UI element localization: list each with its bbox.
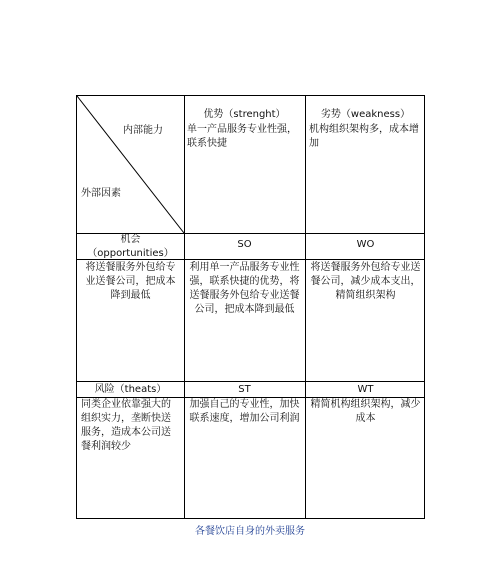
row-divider-3 [77,381,424,382]
caption: 各餐饮店自身的外卖服务 [195,526,305,537]
strength-description: 单一产品服务专业性强， 联系快捷 [187,124,297,149]
wt-description: 精简机构组织架构，减少 成本 [310,399,421,424]
weakness-description: 机构组织架构多，成本增 加 [309,124,419,149]
threat-title: 风险（theats） [94,384,167,395]
swot-table [76,95,425,519]
so-label: SO [237,239,252,250]
st-description: 加强自己的专业性，加快 联系速度，增加公司利润 [189,399,300,424]
corner-external-label: 外部因素 [81,188,121,199]
so-description: 利用单一产品服务专业性 强，联系快捷的优势，将 送餐服务外包给专业送餐 公司，把成本降到最低 [189,262,300,315]
header-strength: 优势（strenght） [203,109,286,120]
wt-label: WT [357,384,374,395]
corner-diagonal [77,96,184,233]
header-weakness: 劣势（weakness） [320,109,411,120]
opportunity-title: 机会 （opportunities） [87,234,174,259]
st-label: ST [238,384,251,395]
wo-description: 将送餐服务外包给专业送 餐公司，减少成本支出， 精简组织架构 [310,262,421,301]
wo-label: WO [356,239,375,250]
opportunity-description: 将送餐服务外包给专 业送餐公司，把成本 降到最低 [85,262,176,301]
corner-internal-label: 内部能力 [123,125,163,136]
column-divider-2 [305,96,306,518]
threat-description: 同类企业依靠强大的 组织实力，垄断快送 服务，造成本公司送 餐利润较少 [81,399,171,452]
